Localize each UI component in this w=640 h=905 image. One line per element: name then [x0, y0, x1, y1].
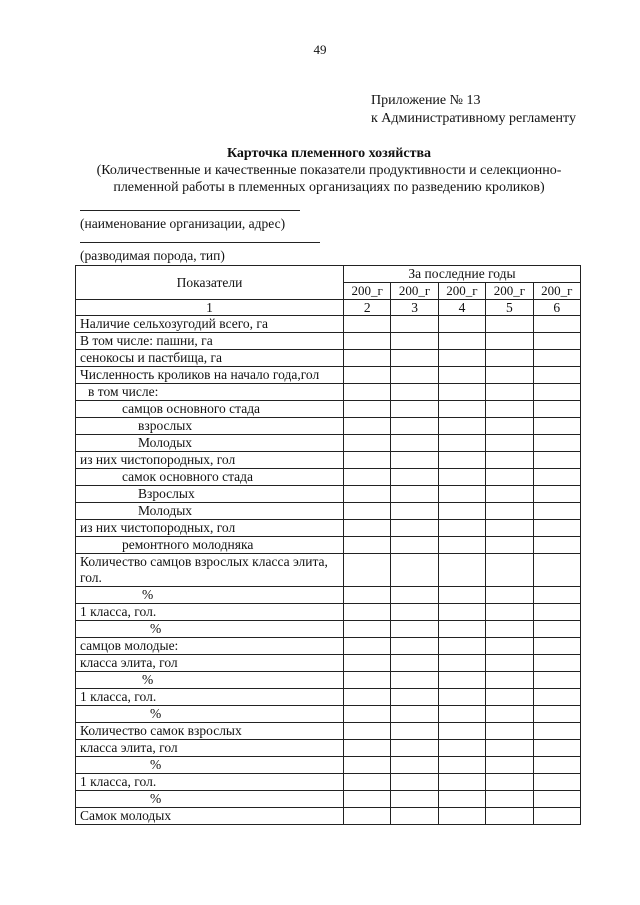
value-cell[interactable]: [438, 638, 485, 655]
value-cell[interactable]: [438, 808, 485, 825]
value-cell[interactable]: [486, 740, 533, 757]
table-row: [76, 452, 581, 469]
value-cell[interactable]: [486, 723, 533, 740]
value-cell[interactable]: [391, 333, 438, 350]
table-row: [76, 723, 581, 740]
value-cell[interactable]: [344, 689, 391, 706]
table-row: [76, 316, 581, 333]
indicator-cell: Молодых: [76, 503, 344, 520]
indicator-cell: сенокосы и пастбища, га: [76, 350, 344, 367]
table-row: [76, 503, 581, 520]
value-cell[interactable]: [391, 316, 438, 333]
column-number: 3: [391, 300, 438, 316]
indicator-cell: %: [76, 791, 344, 808]
title-block: [70, 145, 588, 196]
column-number: 1: [76, 300, 344, 316]
value-cell[interactable]: [391, 638, 438, 655]
table-row: [76, 757, 581, 774]
column-number: 2: [344, 300, 391, 316]
value-cell[interactable]: [486, 672, 533, 689]
value-cell[interactable]: [486, 655, 533, 672]
organization-label: (наименование организации, адрес): [80, 216, 286, 231]
column-number: 6: [533, 300, 580, 316]
value-cell[interactable]: [533, 503, 580, 520]
year-cell: 200_г: [391, 283, 438, 300]
value-cell[interactable]: [486, 621, 533, 638]
table-row: [76, 520, 581, 537]
table-row: [76, 418, 581, 435]
value-cell[interactable]: [344, 401, 391, 418]
value-cell[interactable]: [391, 435, 438, 452]
value-cell[interactable]: [486, 486, 533, 503]
table-row: [76, 401, 581, 418]
value-cell[interactable]: [344, 384, 391, 401]
breed-field: [80, 242, 320, 264]
value-cell[interactable]: [344, 621, 391, 638]
table-row: [76, 350, 581, 367]
table-row: [76, 554, 581, 587]
header-row: [76, 266, 581, 283]
table-row: [76, 621, 581, 638]
table-row: [76, 774, 581, 791]
value-cell[interactable]: [344, 808, 391, 825]
value-cell[interactable]: [533, 621, 580, 638]
value-cell[interactable]: [486, 757, 533, 774]
value-cell[interactable]: [438, 503, 485, 520]
table-row: [76, 655, 581, 672]
value-cell[interactable]: [438, 672, 485, 689]
value-cell[interactable]: [486, 401, 533, 418]
value-cell[interactable]: [533, 672, 580, 689]
indicator-cell: взрослых: [76, 418, 344, 435]
value-cell[interactable]: [486, 554, 533, 587]
value-cell[interactable]: [344, 638, 391, 655]
value-cell[interactable]: [486, 418, 533, 435]
value-cell[interactable]: [344, 333, 391, 350]
indicator-cell: %: [76, 706, 344, 723]
value-cell[interactable]: [533, 791, 580, 808]
indicator-cell: Наличие сельхозугодий всего, га: [76, 316, 344, 333]
value-cell[interactable]: [391, 452, 438, 469]
table-row: [76, 740, 581, 757]
value-cell[interactable]: [533, 740, 580, 757]
year-cell: 200_г: [438, 283, 485, 300]
year-cell: 200_г: [344, 283, 391, 300]
value-cell[interactable]: [533, 537, 580, 554]
value-cell[interactable]: [391, 503, 438, 520]
appendix-line-2: к Административному регламенту: [371, 111, 576, 126]
year-cell: 200_г: [533, 283, 580, 300]
indicator-cell: Количество самцов взрослых класса элита, гол.: [76, 554, 344, 587]
value-cell[interactable]: [344, 503, 391, 520]
value-cell[interactable]: [486, 503, 533, 520]
value-cell[interactable]: [533, 774, 580, 791]
table-row: [76, 333, 581, 350]
value-cell[interactable]: [344, 757, 391, 774]
value-cell[interactable]: [533, 706, 580, 723]
table-row: [76, 689, 581, 706]
value-cell[interactable]: [438, 452, 485, 469]
value-cell[interactable]: [391, 587, 438, 604]
indicator-cell: Количество самок взрослых: [76, 723, 344, 740]
value-cell[interactable]: [438, 333, 485, 350]
value-cell[interactable]: [391, 418, 438, 435]
year-cell: 200_г: [486, 283, 533, 300]
table-row: [76, 587, 581, 604]
indicator-cell: Молодых: [76, 435, 344, 452]
value-cell[interactable]: [391, 520, 438, 537]
value-cell[interactable]: [438, 740, 485, 757]
value-cell[interactable]: [391, 367, 438, 384]
value-cell[interactable]: [533, 333, 580, 350]
value-cell[interactable]: [486, 452, 533, 469]
value-cell[interactable]: [486, 706, 533, 723]
table-row: [76, 537, 581, 554]
appendix-line-1: Приложение № 13: [371, 93, 481, 108]
value-cell[interactable]: [344, 774, 391, 791]
value-cell[interactable]: [438, 587, 485, 604]
indicator-cell: в том числе:: [76, 384, 344, 401]
organization-field: [80, 210, 300, 232]
table-row: [76, 604, 581, 621]
value-cell[interactable]: [533, 638, 580, 655]
value-cell[interactable]: [486, 384, 533, 401]
indicator-cell: класса элита, гол: [76, 740, 344, 757]
value-cell[interactable]: [486, 791, 533, 808]
value-cell[interactable]: [344, 435, 391, 452]
value-cell[interactable]: [486, 808, 533, 825]
value-cell[interactable]: [391, 350, 438, 367]
value-cell[interactable]: [438, 655, 485, 672]
value-cell[interactable]: [533, 486, 580, 503]
column-numbers-row: [76, 300, 581, 316]
indicator-cell: класса элита, гол: [76, 655, 344, 672]
value-cell[interactable]: [533, 723, 580, 740]
value-cell[interactable]: [438, 706, 485, 723]
value-cell[interactable]: [533, 604, 580, 621]
table-row: [76, 672, 581, 689]
value-cell[interactable]: [438, 469, 485, 486]
value-cell[interactable]: [438, 418, 485, 435]
value-cell[interactable]: [391, 791, 438, 808]
value-cell[interactable]: [391, 537, 438, 554]
indicator-cell: 1 класса, гол.: [76, 689, 344, 706]
document-title: Карточка племенного хозяйства: [226, 146, 432, 161]
value-cell[interactable]: [438, 367, 485, 384]
value-cell[interactable]: [438, 384, 485, 401]
value-cell[interactable]: [533, 384, 580, 401]
indicators-header: Показатели: [76, 266, 344, 300]
value-cell[interactable]: [533, 520, 580, 537]
value-cell[interactable]: [438, 350, 485, 367]
value-cell[interactable]: [533, 435, 580, 452]
value-cell[interactable]: [344, 554, 391, 587]
value-cell[interactable]: [344, 520, 391, 537]
value-cell[interactable]: [533, 808, 580, 825]
indicator-cell: ремонтного молодняка: [76, 537, 344, 554]
value-cell[interactable]: [533, 418, 580, 435]
value-cell[interactable]: [533, 469, 580, 486]
value-cell[interactable]: [344, 740, 391, 757]
value-cell[interactable]: [486, 435, 533, 452]
value-cell[interactable]: [391, 384, 438, 401]
value-cell[interactable]: [344, 469, 391, 486]
breed-blank-line: [80, 242, 320, 243]
value-cell[interactable]: [391, 486, 438, 503]
value-cell[interactable]: [438, 757, 485, 774]
value-cell[interactable]: [438, 791, 485, 808]
value-cell[interactable]: [438, 537, 485, 554]
indicator-cell: %: [76, 587, 344, 604]
value-cell[interactable]: [533, 316, 580, 333]
indicator-cell: 1 класса, гол.: [76, 604, 344, 621]
value-cell[interactable]: [438, 435, 485, 452]
value-cell[interactable]: [486, 350, 533, 367]
indicator-cell: %: [76, 621, 344, 638]
page-number: 49: [313, 42, 327, 57]
table-body: [76, 316, 581, 825]
table-row: [76, 367, 581, 384]
table-row: [76, 469, 581, 486]
value-cell[interactable]: [344, 655, 391, 672]
value-cell[interactable]: [533, 350, 580, 367]
table-row: [76, 486, 581, 503]
organization-blank-line: [80, 210, 300, 211]
value-cell[interactable]: [486, 316, 533, 333]
table-row: [76, 435, 581, 452]
value-cell[interactable]: [438, 520, 485, 537]
value-cell[interactable]: [344, 316, 391, 333]
indicator-cell: Взрослых: [76, 486, 344, 503]
value-cell[interactable]: [391, 706, 438, 723]
table-row: [76, 791, 581, 808]
value-cell[interactable]: [438, 401, 485, 418]
breed-label: (разводимая порода, тип): [80, 248, 225, 263]
indicator-cell: Самок молодых: [76, 808, 344, 825]
table-row: [76, 808, 581, 825]
document-subtitle: (Количественные и качественные показатели продуктивности и селекционно-племенной работы в племенных организациях по разведению кроликов): [96, 163, 562, 195]
value-cell[interactable]: [391, 774, 438, 791]
appendix-note: [371, 92, 576, 128]
value-cell[interactable]: [344, 418, 391, 435]
column-number: 5: [486, 300, 533, 316]
value-cell[interactable]: [391, 723, 438, 740]
value-cell[interactable]: [486, 469, 533, 486]
value-cell[interactable]: [344, 706, 391, 723]
value-cell[interactable]: [344, 604, 391, 621]
value-cell[interactable]: [391, 757, 438, 774]
value-cell[interactable]: [391, 672, 438, 689]
value-cell[interactable]: [391, 621, 438, 638]
value-cell[interactable]: [486, 333, 533, 350]
value-cell[interactable]: [391, 604, 438, 621]
indicator-cell: самок основного стада: [76, 469, 344, 486]
breeding-card-table: [75, 265, 581, 825]
value-cell[interactable]: [533, 452, 580, 469]
value-cell[interactable]: [344, 452, 391, 469]
indicator-cell: %: [76, 672, 344, 689]
value-cell[interactable]: [344, 587, 391, 604]
value-cell[interactable]: [533, 554, 580, 587]
table-row: [76, 638, 581, 655]
value-cell[interactable]: [438, 723, 485, 740]
indicator-cell: 1 класса, гол.: [76, 774, 344, 791]
value-cell[interactable]: [486, 537, 533, 554]
indicator-cell: Численность кроликов на начало года,гол: [76, 367, 344, 384]
value-cell[interactable]: [533, 689, 580, 706]
table-row: [76, 706, 581, 723]
value-cell[interactable]: [344, 723, 391, 740]
value-cell[interactable]: [344, 367, 391, 384]
value-cell[interactable]: [486, 587, 533, 604]
value-cell[interactable]: [344, 486, 391, 503]
value-cell[interactable]: [533, 655, 580, 672]
value-cell[interactable]: [344, 672, 391, 689]
value-cell[interactable]: [344, 791, 391, 808]
indicator-cell: %: [76, 757, 344, 774]
value-cell[interactable]: [391, 808, 438, 825]
value-cell[interactable]: [391, 401, 438, 418]
value-cell[interactable]: [438, 774, 485, 791]
value-cell[interactable]: [486, 638, 533, 655]
table-row: [76, 384, 581, 401]
indicator-cell: из них чистопородных, гол: [76, 452, 344, 469]
value-cell[interactable]: [391, 740, 438, 757]
indicator-cell: самцов молодые:: [76, 638, 344, 655]
value-cell[interactable]: [533, 757, 580, 774]
value-cell[interactable]: [391, 689, 438, 706]
value-cell[interactable]: [533, 401, 580, 418]
years-header: За последние годы: [344, 266, 581, 283]
value-cell[interactable]: [391, 554, 438, 587]
value-cell[interactable]: [438, 554, 485, 587]
value-cell[interactable]: [391, 655, 438, 672]
indicator-cell: из них чистопородных, гол: [76, 520, 344, 537]
indicator-cell: В том числе: пашни, га: [76, 333, 344, 350]
value-cell[interactable]: [486, 520, 533, 537]
value-cell[interactable]: [486, 367, 533, 384]
value-cell[interactable]: [438, 621, 485, 638]
value-cell[interactable]: [486, 604, 533, 621]
value-cell[interactable]: [486, 689, 533, 706]
value-cell[interactable]: [344, 537, 391, 554]
value-cell[interactable]: [533, 367, 580, 384]
column-number: 4: [438, 300, 485, 316]
value-cell[interactable]: [438, 316, 485, 333]
value-cell[interactable]: [533, 587, 580, 604]
value-cell[interactable]: [391, 469, 438, 486]
value-cell[interactable]: [438, 486, 485, 503]
value-cell[interactable]: [486, 774, 533, 791]
value-cell[interactable]: [344, 350, 391, 367]
value-cell[interactable]: [438, 689, 485, 706]
indicator-cell: самцов основного стада: [76, 401, 344, 418]
value-cell[interactable]: [438, 604, 485, 621]
